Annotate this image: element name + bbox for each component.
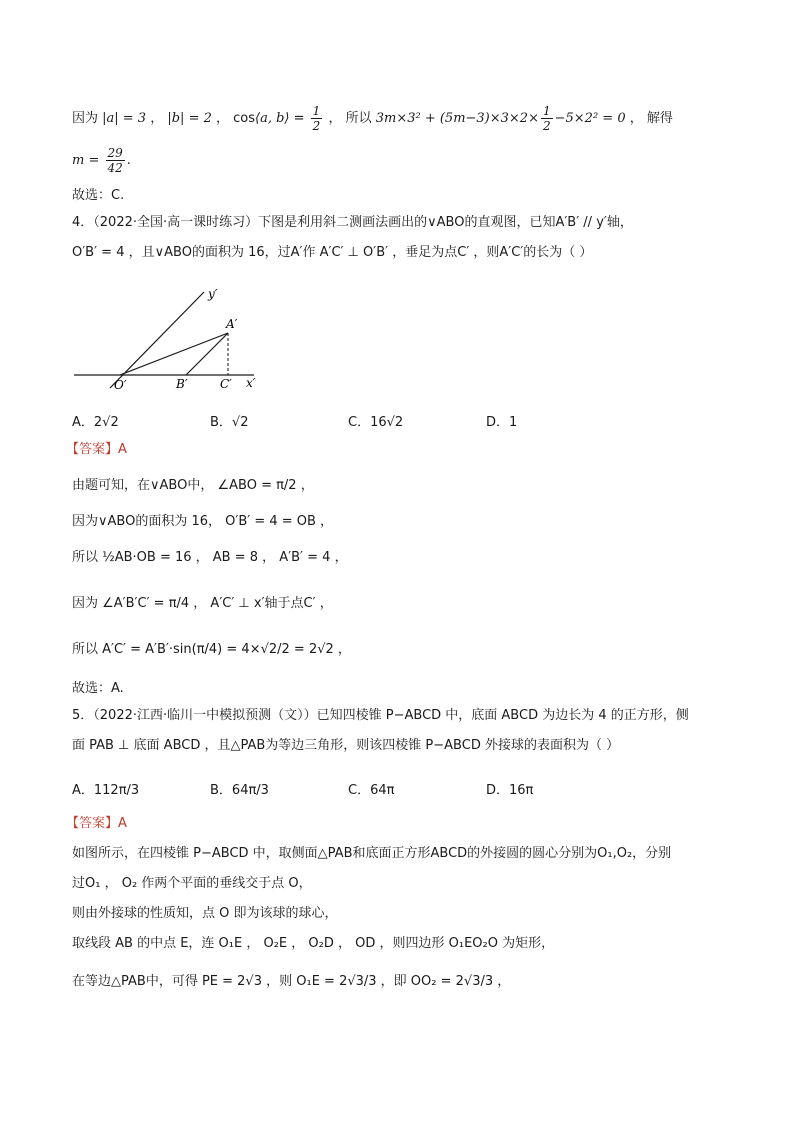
q5-option-d: D．16π bbox=[486, 783, 534, 798]
q4-choice: 故选：A. bbox=[72, 681, 124, 696]
q4-solution-line-1: 由题可知，在∨ABO中， ∠ABO = π/2 ， bbox=[72, 478, 314, 493]
q4-answer-tag: 【答案】A bbox=[66, 442, 127, 457]
q5-stem-line-2: 面 PAB ⊥ 底面 ABCD ，且△PAB为等边三角形，则该四棱锥 P−ABCD 外接球的表面积为（ ） bbox=[72, 738, 620, 753]
label-x-axis: x′ bbox=[246, 376, 256, 390]
label-c: C′ bbox=[220, 377, 232, 391]
q4-option-c: C．16√2 bbox=[348, 415, 404, 430]
q5-solution-line-1: 如图所示，在四棱锥 P−ABCD 中，取侧面△PAB和底面正方形ABCD的外接圆的圆心分别为O₁,O₂，分别 bbox=[72, 846, 672, 861]
q5-option-a: A．112π/3 bbox=[72, 783, 140, 798]
q5-answer-tag: 【答案】A bbox=[66, 816, 127, 831]
label-a: A′ bbox=[226, 317, 238, 331]
label-y-axis: y′ bbox=[208, 287, 218, 301]
q5-solution-line-2: 过O₁ ， O₂ 作两个平面的垂线交于点 O， bbox=[72, 876, 312, 891]
q4-solution-line-4: 因为 ∠A′B′C′ = π/4 ， A′C′ ⊥ x′轴于点C′ ， bbox=[72, 596, 333, 611]
q5-solution-line-3: 则由外接球的性质知，点 O 即为该球的球心， bbox=[72, 906, 338, 921]
segment-oa bbox=[120, 333, 228, 375]
q5-solution-line-4: 取线段 AB 的中点 E，连 O₁E ， O₂E ， O₂D ， OD ，则四边形 O₁EO₂O 为矩形， bbox=[72, 936, 555, 951]
q4-option-a: A．2√2 bbox=[72, 415, 119, 430]
q3-choice: 故选：C. bbox=[72, 188, 125, 203]
q5-solution-line-5: 在等边△PAB中，可得 PE = 2√3 ，则 O₁E = 2√3/3 ，即 OO₂ = 2√3/3 ， bbox=[72, 974, 511, 989]
q4-option-d: D．1 bbox=[486, 415, 518, 430]
q4-stem-line-1: 4．（2022·全国·高一课时练习）下图是利用斜二测画法画出的∨ABO的直观图，已知A′B′ // y′轴， bbox=[72, 215, 633, 230]
segment-ba bbox=[186, 333, 228, 375]
q3-solution-line-1: 因为 |a| = 3 ， |b| = 2 ， cos⟨a, b⟩ = $\frac{1}{2}$ ， 所以 3m×3² + (5m−3)×3×2× $\frac{1}{2}$ −5×2² = 0 ， 解得 bbox=[72, 104, 673, 133]
q5-stem-line-1: 5．（2022·江西·临川一中模拟预测（文））已知四棱锥 P−ABCD 中，底面 ABCD 为边长为 4 的正方形，侧 bbox=[72, 708, 689, 723]
label-b: B′ bbox=[176, 377, 188, 391]
label-o: O′ bbox=[114, 378, 127, 392]
q5-option-c: C．64π bbox=[348, 783, 395, 798]
q4-solution-line-2: 因为∨ABO的面积为 16， O′B′ = 4 = OB ， bbox=[72, 514, 334, 529]
q4-solution-line-3: 所以 ½AB·OB = 16 ， AB = 8 ， A′B′ = 4 ， bbox=[72, 550, 348, 565]
q4-option-b: B．√2 bbox=[210, 415, 249, 430]
q4-solution-line-5: 所以 A′C′ = A′B′·sin(π/4) = 4×√2/2 = 2√2 ， bbox=[72, 642, 351, 657]
q3-solution-line-2: m = $\frac{29}{42}$ . bbox=[72, 146, 131, 175]
q4-stem-line-2: O′B′ = 4 ，且∨ABO的面积为 16，过A′作 A′C′ ⊥ O′B′ ，垂足为点C′ ，则A′C′的长为（ ） bbox=[72, 245, 593, 260]
q5-option-b: B．64π/3 bbox=[210, 783, 269, 798]
oblique-figure bbox=[72, 280, 272, 400]
